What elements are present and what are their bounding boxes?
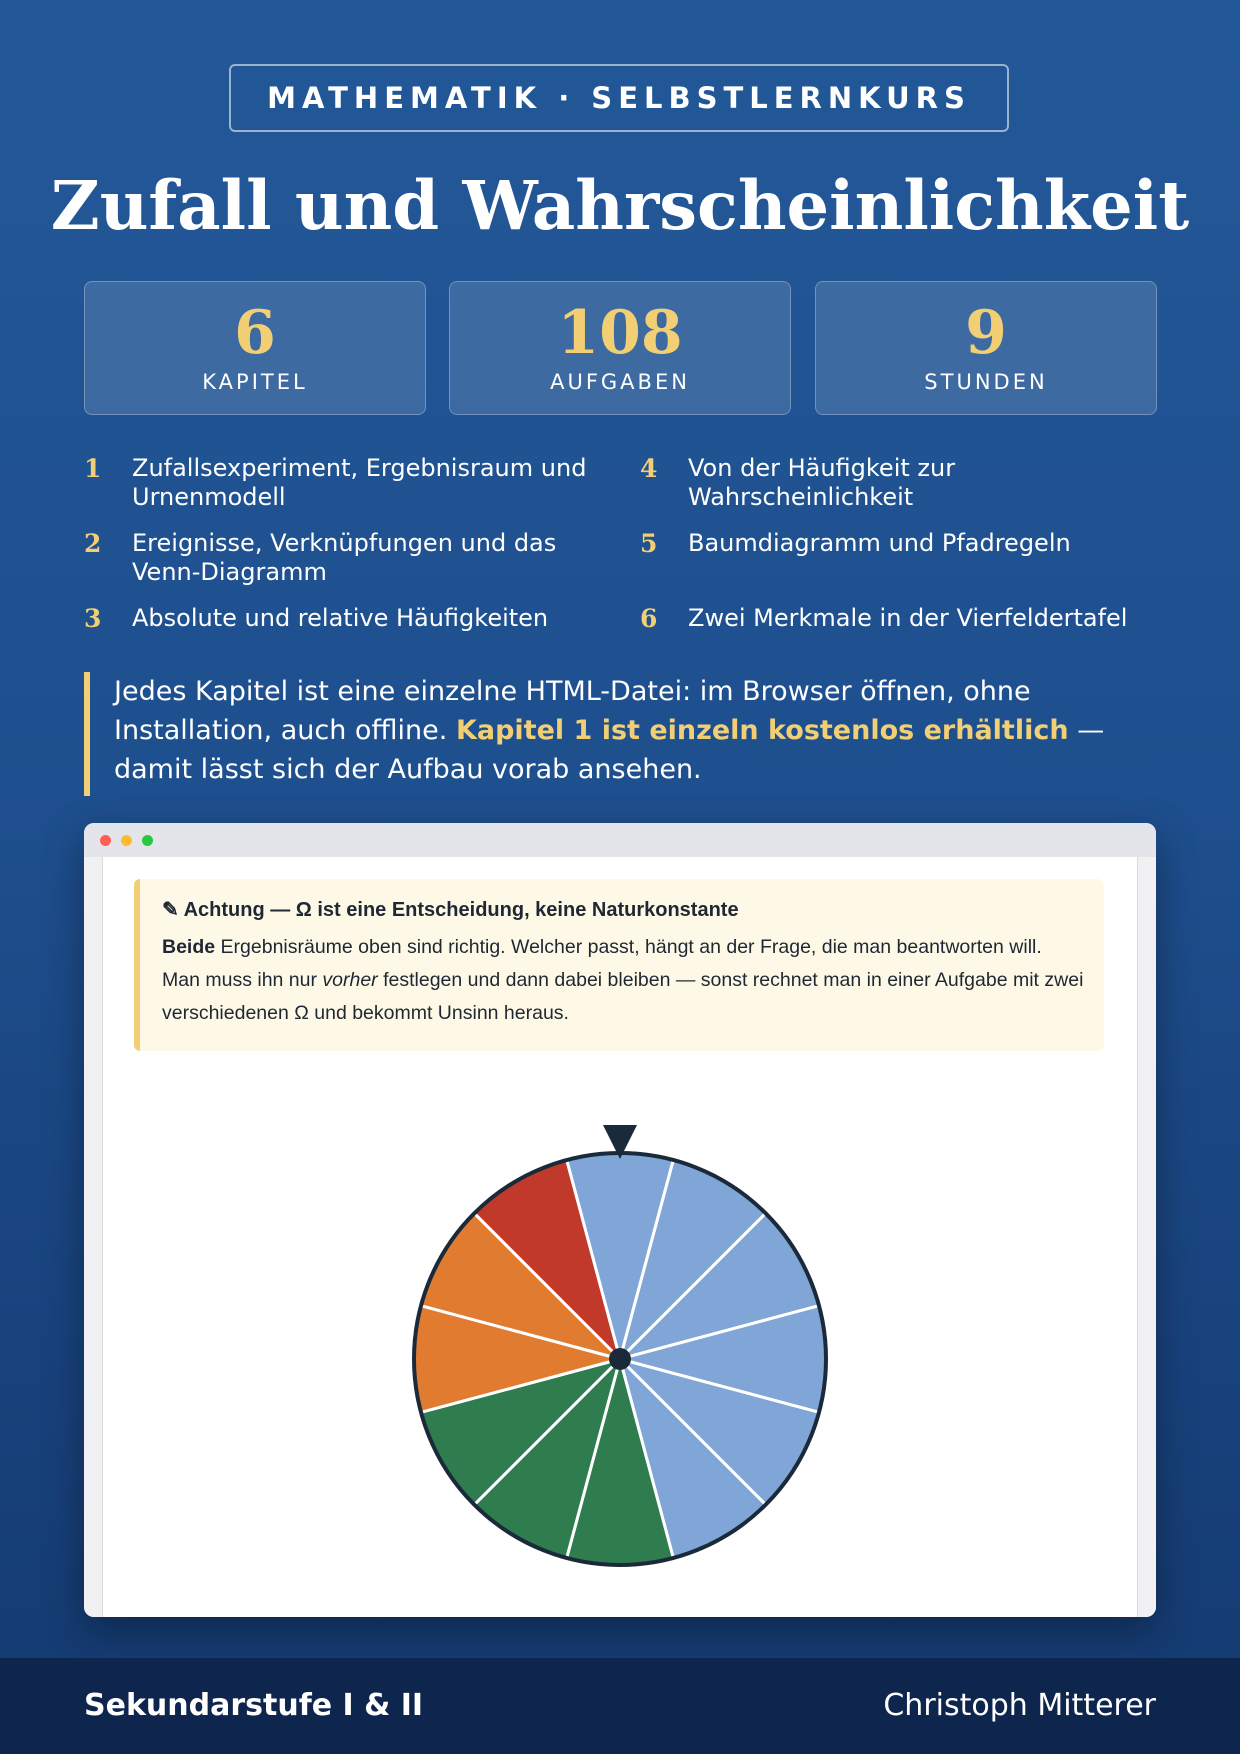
callout-body [162, 931, 1084, 1030]
chapter-title: Zwei Merkmale in der Vierfeldertafel [688, 604, 1128, 632]
notice-text: Jedes Kapitel ist eine einzelne HTML-Datei: im Browser öffnen, ohne Installation, auch offline. [114, 676, 1031, 746]
chapter-number: 2 [84, 529, 102, 558]
school-level: Sekundarstufe I & II [84, 1688, 424, 1723]
callout-italic: vorher [322, 969, 378, 991]
page-title: Zufall und Wahrscheinlichkeit [50, 166, 1190, 245]
chapter-number: 6 [640, 604, 658, 633]
wheel-hub [609, 1348, 631, 1370]
warning-callout [134, 879, 1104, 1051]
chapter-title: Zufallsexperiment, Ergebnisraum und Urnenmodell [132, 454, 587, 511]
callout-bold: Beide [162, 936, 216, 958]
notice-highlight: Kapitel 1 ist einzeln kostenlos erhältlich [455, 715, 1069, 746]
chapter-title: Ereignisse, Verknüpfungen und das Venn-Diagramm [132, 529, 557, 586]
chapter-title: Von der Häufigkeit zur Wahrscheinlichkeit [688, 454, 956, 511]
callout-text-2: festlegen und dann dabei bleiben — sonst rechnet man in einer Aufgabe mit zwei verschiedenen Ω und bekommt Unsinn heraus. [162, 969, 1084, 1024]
stat-card-hours [815, 281, 1157, 415]
preview-window [84, 823, 1156, 1617]
stat-card-tasks [449, 281, 791, 415]
page-margin-left [84, 857, 103, 1617]
spinner-wheel[interactable] [404, 1113, 836, 1573]
stat-label: AUFGABEN [550, 370, 690, 394]
chapter-list [84, 450, 1156, 640]
callout-text-1: Ergebnisräume oben sind richtig. Welcher passt, hängt an der Frage, die man beantworten will. Man muss ihn nur [162, 936, 1042, 991]
stat-value: 6 [234, 298, 276, 368]
notice-text-end: — damit lässt sich der Aufbau vorab ansehen. [114, 715, 1105, 785]
chapter-number: 1 [84, 454, 102, 483]
callout-heading: ✎ Achtung — Ω ist eine Entscheidung, keine Naturkonstante [162, 899, 739, 921]
stat-value: 9 [965, 298, 1007, 368]
window-titlebar [84, 823, 1156, 857]
page-margin-right [1137, 857, 1156, 1617]
stat-card-chapters [84, 281, 426, 415]
course-kicker: MATHEMATIK · SELBSTLERNKURS [229, 64, 1009, 132]
minimize-dot-icon [121, 835, 132, 846]
maximize-dot-icon [142, 835, 153, 846]
offline-notice [84, 672, 1156, 796]
author-name: Christoph Mitterer [883, 1688, 1156, 1723]
chapter-number: 5 [640, 529, 658, 558]
footer-bar [0, 1658, 1240, 1754]
stat-value: 108 [557, 298, 683, 368]
chapter-number: 4 [640, 454, 658, 483]
close-dot-icon [100, 835, 111, 846]
stat-label: KAPITEL [202, 370, 308, 394]
chapter-title: Absolute und relative Häufigkeiten [132, 604, 549, 632]
chapter-number: 3 [84, 604, 102, 633]
stat-label: STUNDEN [924, 370, 1048, 394]
chapter-title: Baumdiagramm und Pfadregeln [688, 529, 1071, 557]
